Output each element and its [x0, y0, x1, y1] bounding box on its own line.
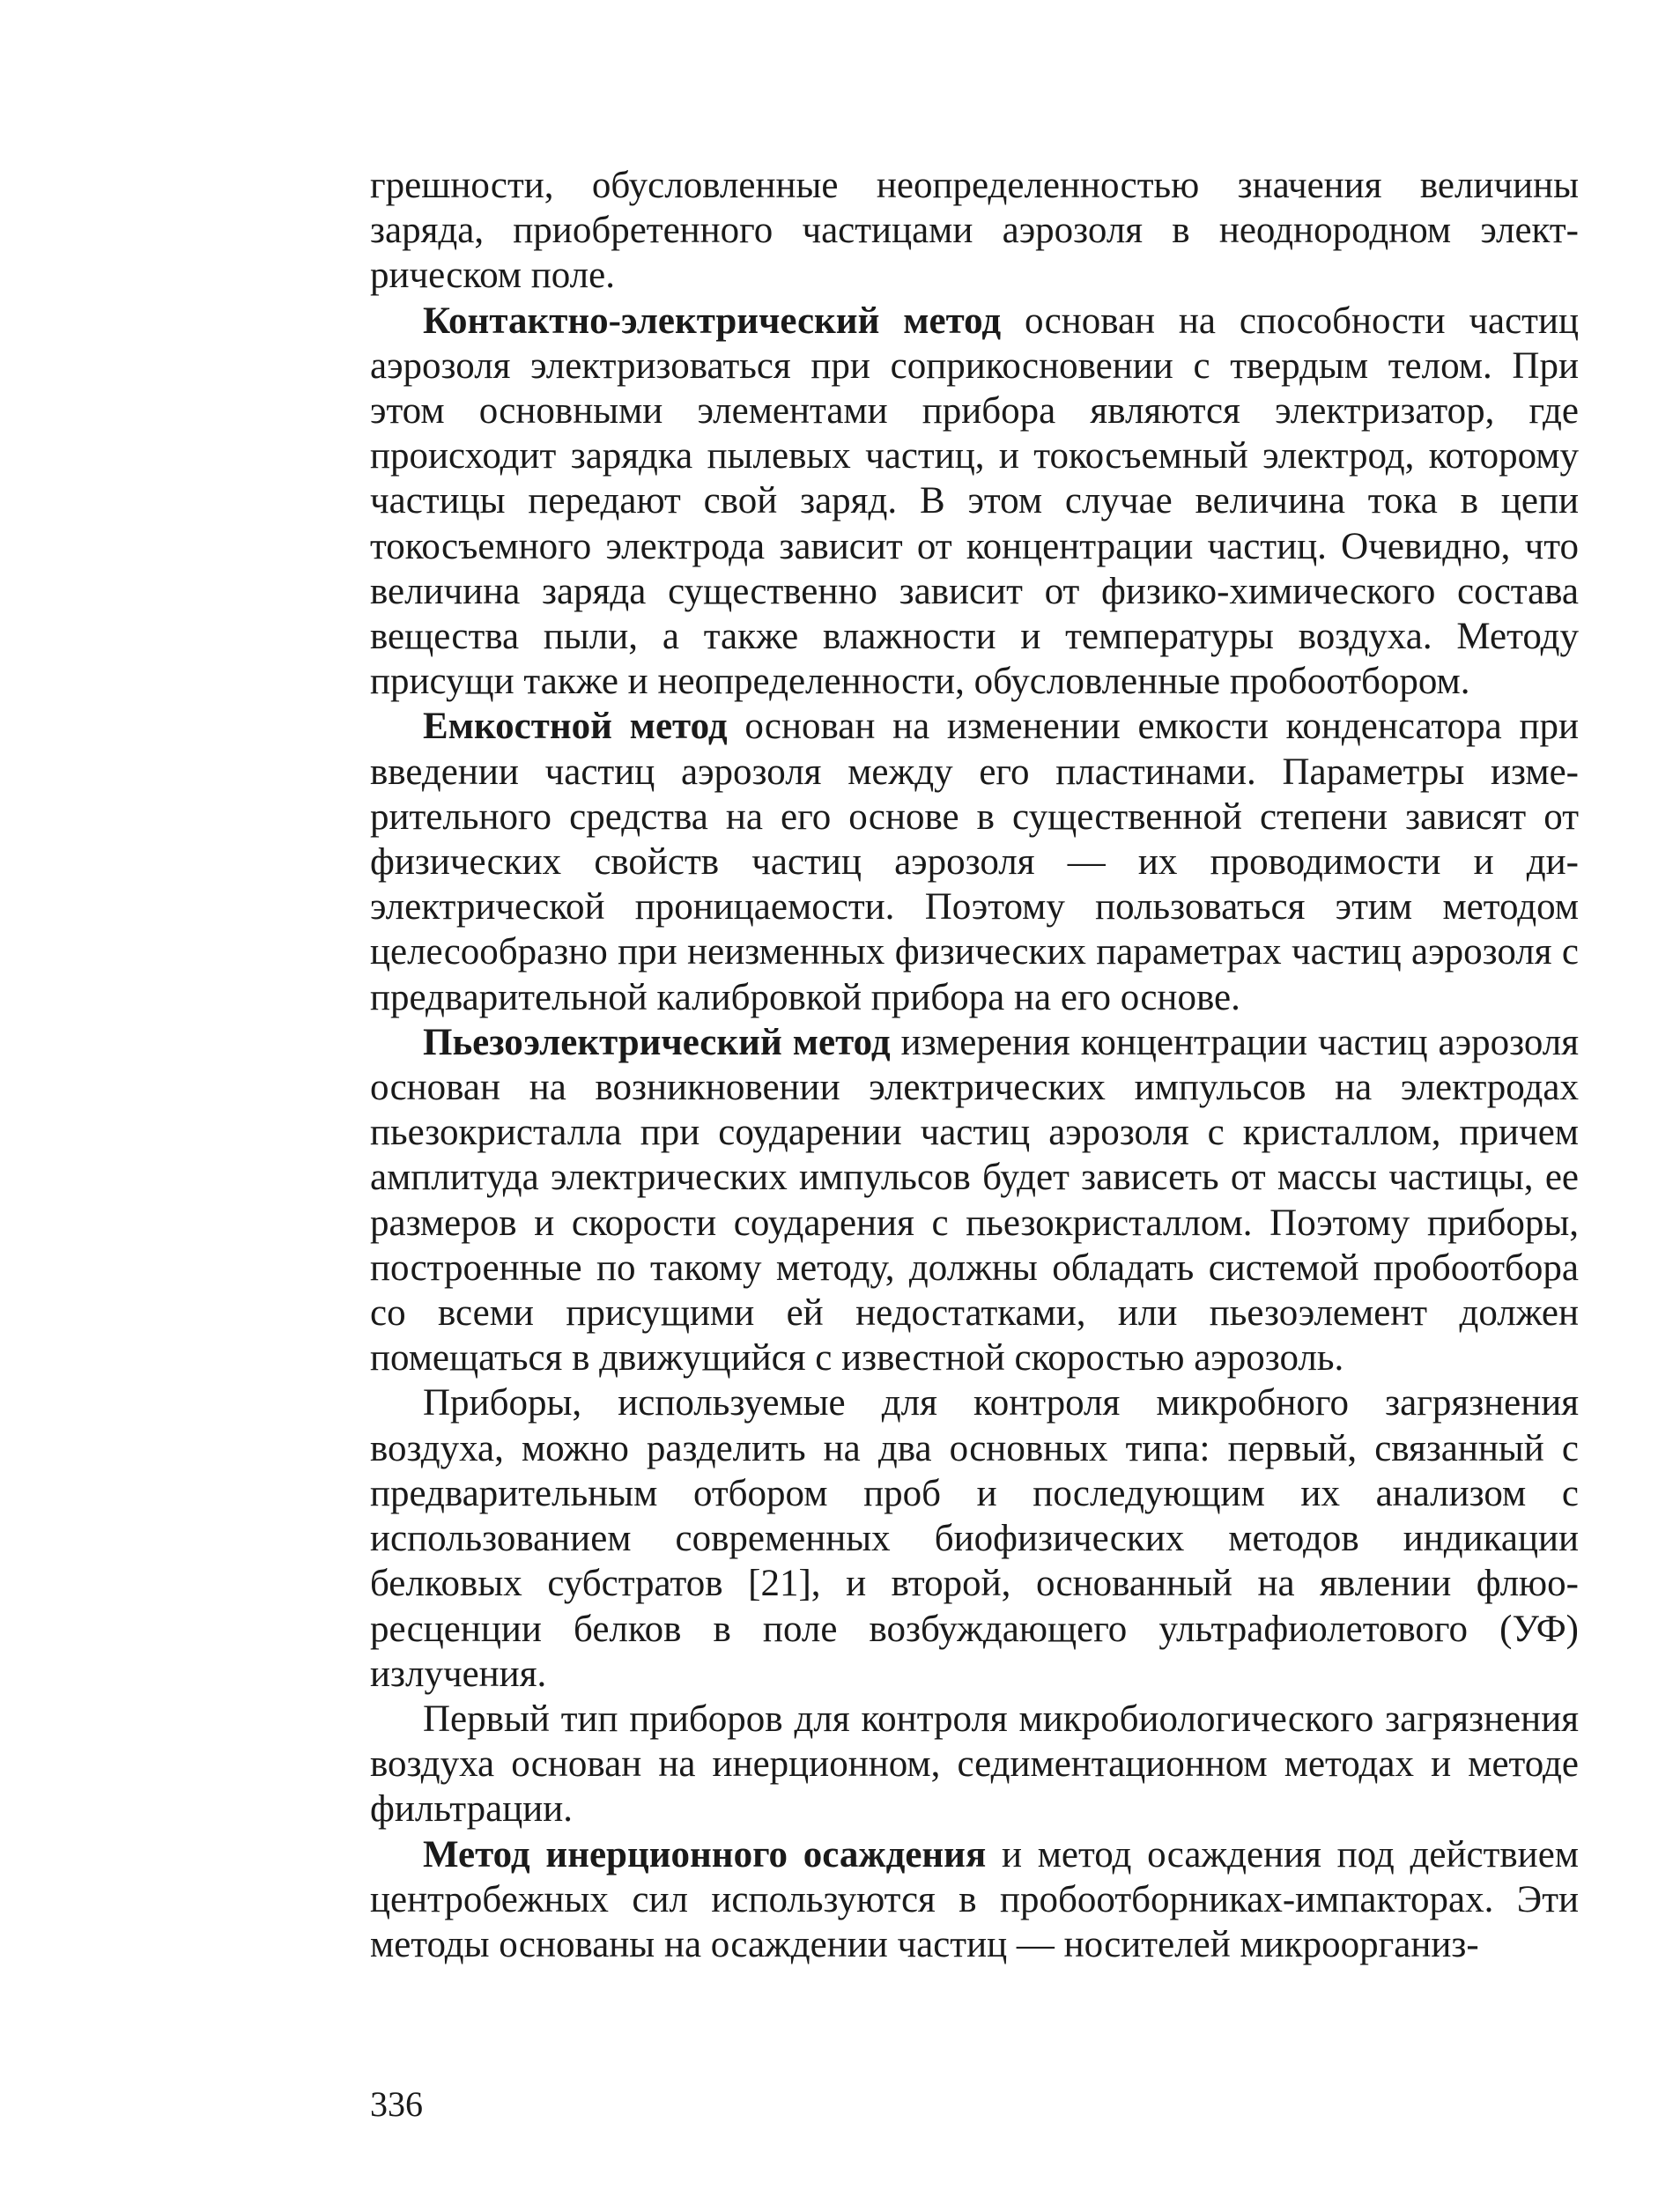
paragraph-text: Первый тип приборов для контроля микробиологического загрязнения воздуха основан на инерционном, седиментационном методах и методе фильтрации. — [370, 1698, 1579, 1831]
term-contact-electric-method: Контактно-электрический метод — [423, 300, 1002, 342]
paragraph-text: Приборы, используемые для контроля микробного загрязнения воздуха, можно разделить на два основных типа: первый, связанный с предварительным отбором проб и последующим их анализом с использованием современных биофизических методов индикации белковых субстратов [21], и второй, основанный на явлении флюоресценции белков в поле возбуждающего ультрафиолетового (УФ) излучения. — [370, 1382, 1579, 1695]
term-capacitive-method: Емкостной метод — [423, 706, 728, 748]
term-inertial-deposition-method: Метод инерционного осаждения — [423, 1833, 987, 1875]
paragraph-text: основан на изменении емкости конденсатора при введении частиц аэрозоля между его пластинами. Параметры измерительного средства на его основе в существенной степени зависят от физических свойств частиц аэрозоля — их проводимости и диэлектрической проницаемости. Поэтому пользоваться этим методом целесообразно при неизменных физических параметрах частиц аэрозоля с предварительной калибровкой прибора на его основе. — [370, 706, 1579, 1018]
paragraph-continuation — [370, 163, 1579, 299]
page-number: 336 — [370, 2084, 423, 2124]
paragraph-inertial-deposition-method — [370, 1832, 1579, 1968]
page-body — [370, 163, 1579, 1967]
paragraph-text: грешности, обусловленные неопределенностью значения величины заряда, приобретенного частицами аэрозоля в неоднородном электрическом поле. — [370, 165, 1579, 297]
paragraph-text: измерения концентрации частиц аэрозоля основан на возникновении электрических импульсов на электродах пьезокристалла при соударении частиц аэрозоля с кристаллом, причем амплитуда электрических импульсов будет зависеть от массы частицы, ее размеров и скорости соударения с пьезокристаллом. Поэтому приборы, построенные по такому методу, должны обладать системой пробоотбора со всеми присущими ей недостатками, или пьезоэлемент должен помещаться в движущийся с известной скоростью аэрозоль. — [370, 1021, 1579, 1380]
paragraph-capacitive-method — [370, 704, 1579, 1019]
paragraph-piezoelectric-method — [370, 1020, 1579, 1381]
paragraph-contact-electric-method — [370, 299, 1579, 705]
paragraph-first-type — [370, 1697, 1579, 1832]
paragraph-text: и метод осаждения под действием центробежных сил используются в пробоотборниках-импакторах. Эти методы основаны на осаждении частиц — носителей микроорганиз- — [370, 1833, 1579, 1965]
term-piezoelectric-method: Пьезоэлектрический метод — [423, 1021, 891, 1063]
paragraph-microbial-devices — [370, 1380, 1579, 1696]
paragraph-text: основан на способности частиц аэрозоля электризоваться при соприкосновении с твердым телом. При этом основными элементами прибора являются электризатор, где происходит зарядка пылевых частиц, и токосъемный электрод, которому частицы передают свой заряд. В этом случае величина тока в цепи токосъемного электрода зависит от концентрации частиц. Очевидно, что величина заряда существенно зависит от физико-химического состава вещества пыли, а также влажности и температуры воздуха. Методу присущи также и неопределенности, обусловленные пробоотбором. — [370, 300, 1579, 703]
